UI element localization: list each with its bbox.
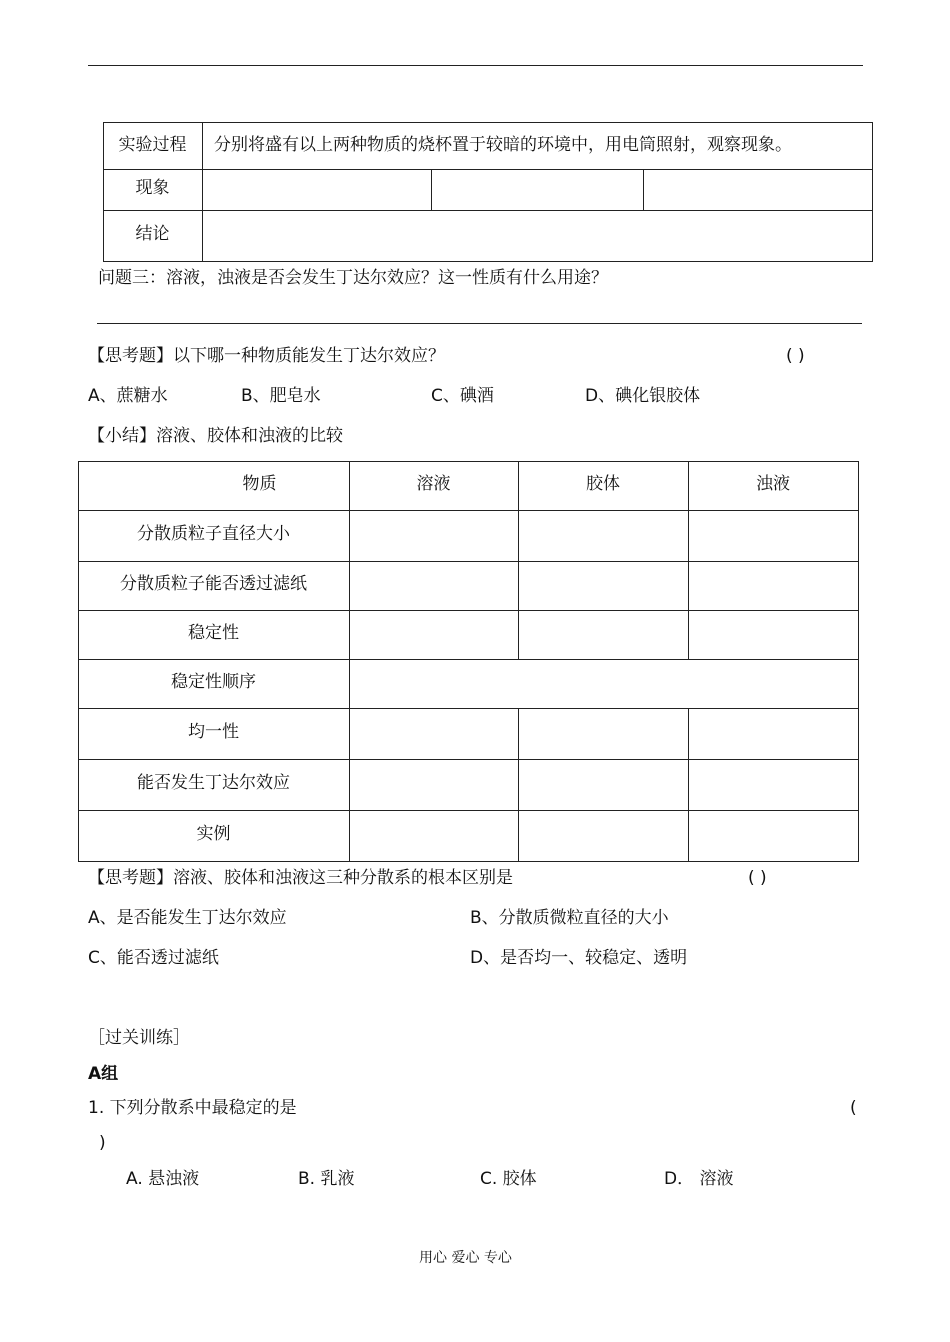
q1-option-d: D． 溶液 (664, 1169, 734, 1189)
answer-paren-2: ( ) (748, 868, 767, 888)
row-label-filter: 分散质粒子能否透过滤纸 (120, 573, 307, 594)
option-c: C、碘酒 (431, 386, 494, 406)
option-b: B、肥皂水 (241, 386, 321, 406)
option-b-2: B、分散质微粒直径的大小 (470, 908, 669, 928)
summary-title: 【小结】溶液、胶体和浊液的比较 (88, 426, 343, 446)
header-suspension: 浊液 (756, 473, 790, 494)
option-a: A、蔗糖水 (88, 386, 168, 406)
process-content: 分别将盛有以上两种物质的烧杯置于较暗的环境中，用电筒照射，观察现象。 (214, 134, 792, 155)
section-title: ［过关训练］ (88, 1028, 190, 1048)
answer-paren-1: ( ) (786, 346, 805, 366)
header-colloid: 胶体 (586, 473, 620, 494)
row-label-particle-size: 分散质粒子直径大小 (137, 523, 290, 544)
process-label: 实验过程 (118, 134, 187, 155)
group-title: A组 (88, 1064, 119, 1084)
option-c-2: C、能否透过滤纸 (88, 948, 219, 968)
header-substance: 物质 (242, 473, 277, 494)
option-a-2: A、是否能发生丁达尔效应 (88, 908, 287, 928)
row-label-stability: 稳定性 (188, 622, 239, 643)
think-question-2: 【思考题】溶液、胶体和浊液这三种分散系的根本区别是 (88, 868, 513, 888)
row-label-uniformity: 均一性 (188, 721, 239, 742)
header-solution: 溶液 (416, 473, 451, 494)
q1-option-c: C. 胶体 (480, 1169, 537, 1189)
question-1: 1. 下列分散系中最稳定的是 (88, 1098, 297, 1118)
row-label-tyndall: 能否发生丁达尔效应 (137, 772, 290, 793)
q1-paren-close: ) (99, 1133, 106, 1153)
question-3: 问题三：溶液，浊液是否会发生丁达尔效应？这一性质有什么用途？ (98, 268, 608, 288)
phenomenon-label: 现象 (135, 177, 170, 198)
page-footer: 用心 爱心 专心 (419, 1250, 512, 1266)
option-d: D、碘化银胶体 (585, 386, 701, 406)
header-rule (88, 65, 863, 66)
answer-line (97, 323, 862, 324)
conclusion-label: 结论 (135, 223, 170, 244)
think-question-1: 【思考题】以下哪一种物质能发生丁达尔效应？ (88, 346, 445, 366)
q1-option-a: A. 悬浊液 (126, 1169, 200, 1189)
row-label-stability-order: 稳定性顺序 (171, 671, 256, 692)
q1-option-b: B. 乳液 (298, 1169, 355, 1189)
option-d-2: D、是否均一、较稳定、透明 (470, 948, 688, 968)
row-label-examples: 实例 (196, 823, 231, 844)
q1-paren-open: ( (850, 1098, 857, 1118)
